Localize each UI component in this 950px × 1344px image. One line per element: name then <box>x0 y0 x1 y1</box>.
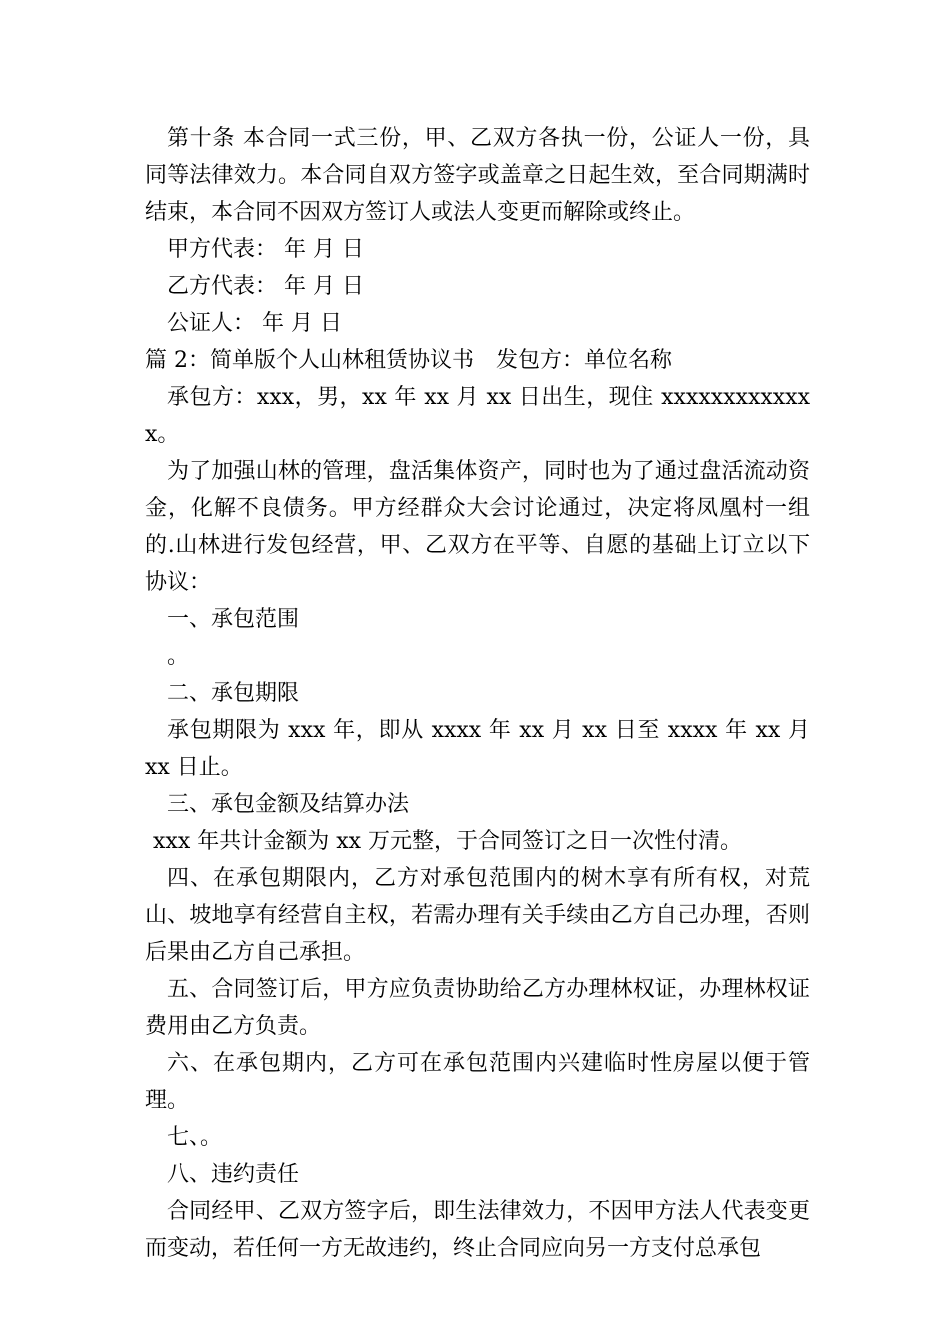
clause-5: 五、合同签订后，甲方应负责协助给乙方办理林权证，办理林权证费用由乙方负责。 <box>145 977 810 1039</box>
paragraph-contractor: 承包方：xxx，男，xx 年 xx 月 xx 日出生，现住 xxxxxxxxxxxxx。 <box>145 385 810 447</box>
clause-heading-amount: 三、承包金额及结算办法 <box>167 792 410 817</box>
paragraph-breach-body: 合同经甲、乙双方签字后，即生法律效力，不因甲方法人代表变更而变动，若任何一方无故违约，终止合同应向另一方支付总承包 <box>145 1199 810 1261</box>
clause-6: 六、在承包期内，乙方可在承包范围内兴建临时性房屋以便于管理。 <box>145 1051 810 1113</box>
clause-heading-term: 二、承包期限 <box>167 681 300 706</box>
paragraph-amount-body: xxx 年共计金额为 xx 万元整，于合同签订之日一次性付清。 <box>153 829 743 854</box>
clause-7: 七、。 <box>167 1125 223 1150</box>
paragraph-article-10: 第十条 本合同一式三份，甲、乙双方各执一份，公证人一份，具同等法律效力。本合同自双方签字或盖章之日起生效，至合同期满时结束，本合同不因双方签订人或法人变更而解除或终止。 <box>145 126 810 225</box>
paragraph-preamble: 为了加强山林的管理，盘活集体资产，同时也为了通过盘活流动资金，化解不良债务。甲方经群众大会讨论通过，决定将凤凰村一组的.山林进行发包经营，甲、乙双方在平等、自愿的基础上订立以下协议： <box>145 459 810 595</box>
notary-signature-line: 公证人： 年 月 日 <box>167 311 342 336</box>
party-b-signature-line: 乙方代表： 年 月 日 <box>167 274 364 299</box>
paragraph-term-body: 承包期限为 xxx 年，即从 xxxx 年 xx 月 xx 日至 xxxx 年 xx 月 xx 日止。 <box>145 718 810 780</box>
section-heading-part-2: 篇 2：简单版个人山林租赁协议书 发包方：单位名称 <box>145 348 672 373</box>
clause-heading-scope: 一、承包范围 <box>167 607 300 632</box>
document-page <box>145 120 810 1267</box>
clause-4: 四、在承包期限内，乙方对承包范围内的树木享有所有权，对荒山、坡地享有经营自主权，若需办理有关手续由乙方自己办理，否则后果由乙方自己承担。 <box>145 866 810 965</box>
clause-heading-breach: 八、违约责任 <box>167 1162 300 1187</box>
party-a-signature-line: 甲方代表： 年 月 日 <box>167 237 364 262</box>
paragraph-scope-body: 。 <box>167 644 190 669</box>
